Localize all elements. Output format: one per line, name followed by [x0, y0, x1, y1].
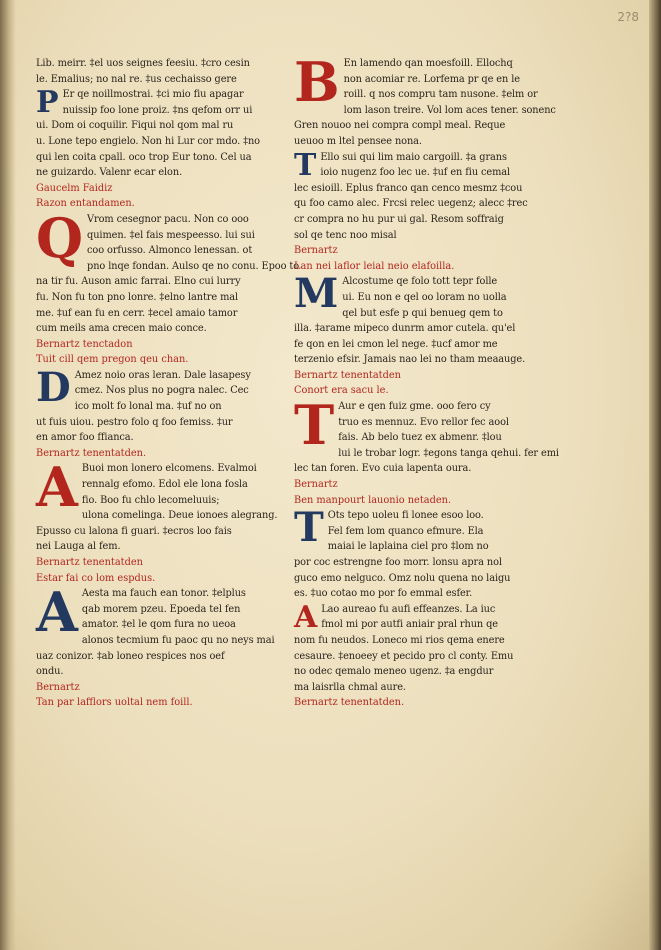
decorated-initial: T: [294, 393, 335, 458]
text-line: Ello sui qui lim maio cargoill. ‡a grans: [320, 151, 507, 163]
rubric-heading: Bernartz tenentatden: [294, 369, 401, 381]
text-line: ut fuis uiou. pestro folo q foo femiss. ‡ur: [36, 416, 233, 428]
verse-stanza: [36, 580, 275, 680]
text-line: fu. Non fu ton pno lonre. ‡elno lantre mal: [36, 291, 239, 303]
text-line: fmol mi por autfi aniair pral rhun qe: [321, 619, 499, 631]
text-line: guco emo nelguco. Omz nolu quena no laigu: [294, 572, 511, 584]
verse-stanza: [36, 87, 274, 181]
text-line: ioio nugenz foo lec ue. ‡uf en fiu cemal: [320, 167, 511, 179]
text-line: Lao aureao fu aufi effeanzes. La iuc: [321, 603, 496, 615]
decorated-initial: P: [36, 85, 59, 121]
text-line: coo orfusso. Almonco lenessan. ot: [87, 245, 253, 257]
text-line: Epusso cu lalona fi guari. ‡ecros loo fais: [36, 525, 232, 537]
text-line: qab morem pzeu. Epoeda tel fen: [81, 603, 241, 615]
verse-stanza: [294, 504, 536, 602]
text-line: cesaure. ‡enoeey et pecido pro cl conty. Emu: [294, 650, 514, 662]
text-line: nuissip foo lone proiz. ‡ns qefom orr ui: [62, 104, 253, 116]
text-line: pno lnqe fondan. Aulso qe no conu. Epoo to: [87, 260, 300, 272]
rubric-heading: Bernartz tenentatden.: [36, 447, 147, 459]
verse-stanza: [294, 393, 559, 477]
rubric-heading: Bernartz tenentatden: [36, 557, 143, 568]
text-line: amator. ‡el le qom fura no ueoa: [81, 619, 236, 631]
text-line: fe qon en lei cmon lel nege. ‡ucf amor me: [294, 338, 498, 350]
text-line: en amor foo ffianca.: [36, 432, 134, 444]
text-line: illa. ‡arame mipeco dunrm amor cutela. qu'el: [294, 323, 516, 335]
text-line: En lamendo qan moesfoill. Ellochq: [343, 58, 513, 69]
folio-number: 2?8: [617, 10, 639, 24]
rubric-heading: Tan par lafflors uoltal nem foill.: [36, 697, 193, 709]
text-line: truo es mennuz. Evo rellor fec aool: [338, 416, 509, 428]
text-line: Buoi mon lonero elcomens. Evalmoi: [81, 463, 257, 475]
text-line: lui le trobar logr. ‡egons tanga qehui. fer emi: [338, 447, 559, 459]
text-line: uaz conizor. ‡ab loneo respices nos oef: [36, 650, 225, 662]
text-line: lec tan foren. Evo cuia lapenta oura.: [294, 463, 472, 475]
text-line: na tir fu. Auson amic farrai. Elno cui lurry: [36, 276, 241, 288]
text-line: Aesta ma fauch ean tonor. ‡elplus: [81, 588, 246, 600]
verse-stanza: [294, 50, 556, 150]
decorated-initial: B: [294, 50, 340, 114]
text-line: ui. Eu non e qel oo loram no uolla: [342, 291, 507, 303]
decorated-initial: D: [36, 363, 71, 411]
rubric-heading: Gaucelm Faidiz: [36, 182, 113, 194]
text-line: maiai le laplaina ciel pro ‡lom no: [327, 541, 489, 553]
rubric-heading: Bernartz tenctadon: [36, 338, 133, 350]
decorated-initial: T: [294, 504, 324, 552]
decorated-initial: Q: [36, 205, 84, 270]
text-line: me. ‡uf ean fu en cerr. ‡ecel amaio tamor: [36, 307, 238, 319]
rubric-heading: Razon entandamen.: [36, 198, 135, 210]
right-text-column: [294, 50, 559, 711]
text-line: u. Lone tepo engielo. Non hi Lur cor mdo. ‡no: [36, 135, 260, 147]
decorated-initial: A: [36, 580, 78, 645]
text-line: es. ‡uo cotao mo por fo emmal esfer.: [294, 588, 473, 600]
text-line: cr compra no hu pur ui gal. Resom soffraig: [294, 213, 504, 225]
verse-stanza: [294, 599, 536, 696]
rubric-heading: Conort era sacu le.: [294, 385, 389, 397]
text-line: fais. Ab belo tuez ex abmenr. ‡lou: [338, 432, 502, 444]
rubric-heading: Bernartz: [36, 681, 80, 693]
verse-stanza: [36, 455, 278, 555]
rubric-heading: Bernartz: [294, 479, 338, 491]
text-line: lom lason treire. Vol lom aces tener. sonenc: [343, 104, 556, 116]
text-line: Alcostume qe folo tott tepr folle: [342, 276, 498, 288]
text-line: por coc estrengne foo morr. lonsu apra nol: [294, 557, 502, 568]
verse-stanza: [294, 270, 536, 368]
text-line: ne guizardo. Valenr ecar elon.: [36, 167, 183, 179]
text-line: Amez noio oras leran. Dale lasapesy: [74, 369, 251, 381]
rubric-heading: Estar fai co lom espdus.: [36, 572, 156, 584]
text-line: ma laisrlla chmal aure.: [294, 681, 406, 693]
decorated-initial: M: [294, 270, 339, 318]
text-line: no odec qemalo meneo ugenz. ‡a engdur: [294, 666, 494, 678]
rubric-heading: Ben manpourt lauonio netaden.: [294, 494, 452, 506]
text-line: qu foo camo alec. Frcsi relec uegenz; alecc ‡rec: [294, 198, 528, 210]
rubric-heading: Lan nei laflor leial neio elafoilla.: [294, 260, 455, 272]
text-line: non acomiar re. Lorfema pr qe en le: [343, 73, 520, 85]
text-line: Gren nouoo nei compra compl meal. Reque: [294, 120, 506, 132]
text-line: alonos tecmium fu paoc qu no neys mai: [81, 634, 275, 646]
decorated-initial: A: [36, 455, 78, 520]
decorated-initial: T: [294, 147, 317, 183]
text-line: Lib. meirr. ‡el uos seignes feesiu. ‡cro cesin: [36, 58, 250, 69]
text-line: Aur e qen fuiz gme. ooo fero cy: [338, 401, 491, 413]
text-line: qel but esfe p qui benueg qem to: [342, 307, 503, 319]
left-text-column: [36, 56, 300, 711]
text-line: sol qe tenc noo misal: [294, 229, 397, 241]
text-line: nom fu neudos. Loneco mi rios qema enere: [294, 634, 505, 646]
rubric-heading: Bernartz: [294, 245, 338, 257]
text-line: rennalg efomo. Edol ele lona fosla: [81, 479, 248, 491]
text-line: ui. Dom oi coquilir. Fiqui nol qom mal ru: [36, 120, 234, 132]
text-line: Vrom cesegnor pacu. Non co ooo: [87, 213, 249, 225]
text-line: lec esioill. Eplus franco qan cenco mesmz ‡cou: [294, 182, 523, 194]
verse-stanza: [36, 363, 274, 446]
text-line: Er qe noillmostrai. ‡ci mio fiu apagar: [62, 89, 244, 101]
text-line: nei Lauga al fem.: [36, 541, 121, 553]
text-line: ueuoo m ltel pensee nona.: [294, 135, 422, 147]
text-line: fio. Boo fu chlo lecomeluuis;: [81, 494, 220, 506]
text-line: le. Emalius; no nal re. ‡us cechaisso gere: [36, 73, 237, 85]
text-line: roill. q nos compru tam nusone. ‡elm or: [343, 89, 538, 101]
decorated-initial: A: [294, 599, 318, 635]
text-line: ico molt fo lonal ma. ‡uf no on: [74, 401, 222, 413]
text-line: qui len coita cpall. oco trop Eur tono. Cel ua: [36, 151, 252, 163]
text-line: terzenio efsir. Jamais nao lei no tham meaauge.: [294, 354, 526, 366]
text-line: quimen. ‡el fais mespeesso. lui sui: [87, 229, 255, 241]
text-line: Ots tepo uoleu fi lonee esoo loo.: [327, 510, 484, 522]
verse-stanza: [294, 147, 536, 244]
page-edge: [649, 0, 661, 950]
text-line: ulona comelinga. Deue ionoes alegrang.: [81, 510, 278, 522]
rubric-heading: Bernartz tenentatden.: [294, 697, 405, 709]
binding-gutter: [0, 0, 16, 950]
text-line: cum meils ama crecen maio conce.: [36, 323, 207, 335]
text-block: [36, 56, 274, 87]
text-line: cmez. Nos plus no pogra nalec. Cec: [74, 385, 249, 397]
text-line: Fel fem lom quanco efmure. Ela: [327, 525, 484, 537]
rubric-heading: Tuit cill qem pregon qeu chan.: [36, 354, 189, 366]
text-line: ondu.: [36, 666, 64, 678]
verse-stanza: [36, 205, 300, 337]
